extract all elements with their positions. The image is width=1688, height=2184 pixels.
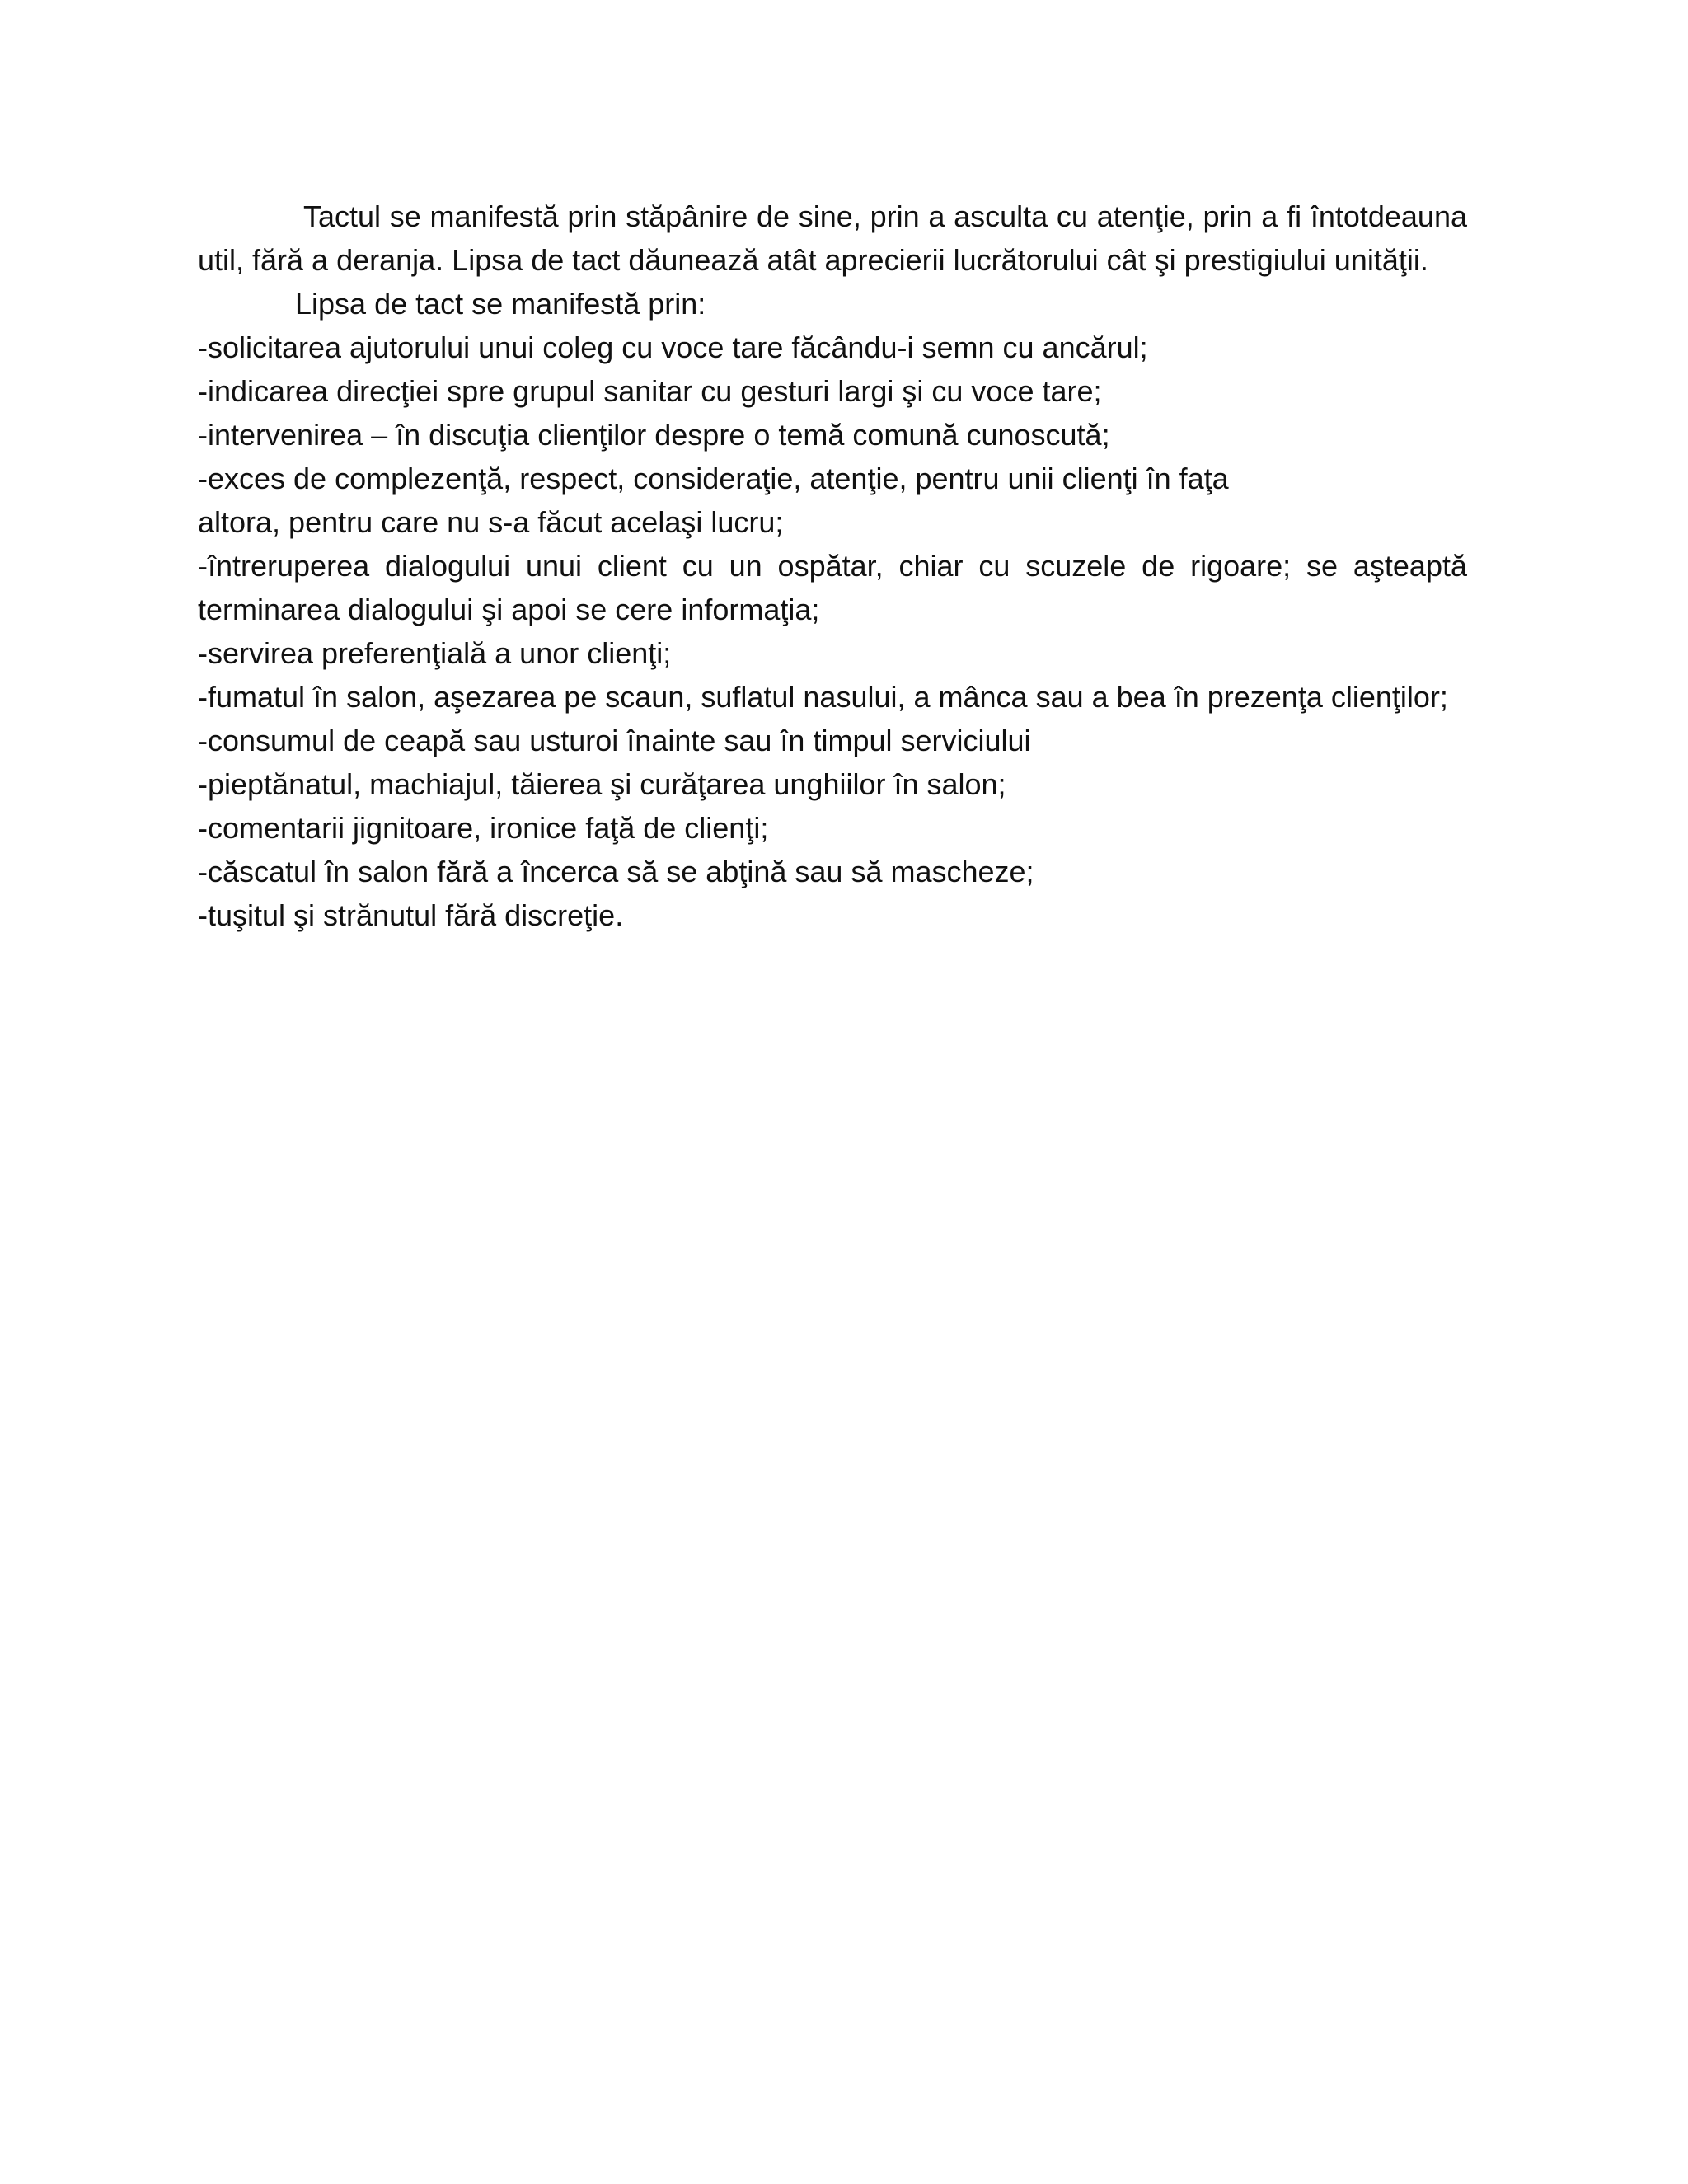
- list-item: -indicarea direcţiei spre grupul sanitar cu gesturi largi şi cu voce tare;: [198, 374, 1102, 408]
- list-item: -solicitarea ajutorului unui coleg cu voce tare făcându-i semn cu ancărul;: [198, 330, 1148, 364]
- list-item: -intervenirea – în discuţia clienţilor despre o temă comună cunoscută;: [198, 418, 1110, 452]
- list-item: -exces de complezenţă, respect, consideraţie, atenţie, pentru unii clienţi în faţa: [198, 462, 1229, 495]
- list-item: -întreruperea dialogului unui client cu un ospătar, chiar cu scuzele de rigoare; se aşteaptă terminarea dialogului şi apoi se cere informaţia;: [198, 549, 1467, 626]
- list-item: -fumatul în salon, aşezarea pe scaun, suflatul nasului, a mânca sau a bea în prezenţa clienţilor;: [198, 680, 1448, 714]
- list-item: -comentarii jignitoare, ironice faţă de clienţi;: [198, 811, 769, 845]
- list-item: -tuşitul şi strănutul fără discreţie.: [198, 898, 624, 932]
- paragraph-intro: Tactul se manifestă prin stăpânire de sine, prin a asculta cu atenţie, prin a fi întotdeauna util, fără a deranja. Lipsa de tact dăunează atât aprecierii lucrătorului cât şi prestigiului unităţii.: [198, 199, 1467, 277]
- list-item: -servirea preferenţială a unor clienţi;: [198, 636, 672, 670]
- list-item: -căscatul în salon fără a încerca să se abţină sau să mascheze;: [198, 855, 1034, 888]
- list-item: -consumul de ceapă sau usturoi înainte sau în timpul serviciului: [198, 724, 1031, 757]
- list-item: altora, pentru care nu s-a făcut acelaşi lucru;: [198, 505, 784, 539]
- paragraph-lead: Lipsa de tact se manifestă prin:: [295, 287, 706, 321]
- list-item: -pieptănatul, machiajul, tăierea şi curăţarea unghiilor în salon;: [198, 767, 1006, 801]
- document-body: [198, 194, 1467, 937]
